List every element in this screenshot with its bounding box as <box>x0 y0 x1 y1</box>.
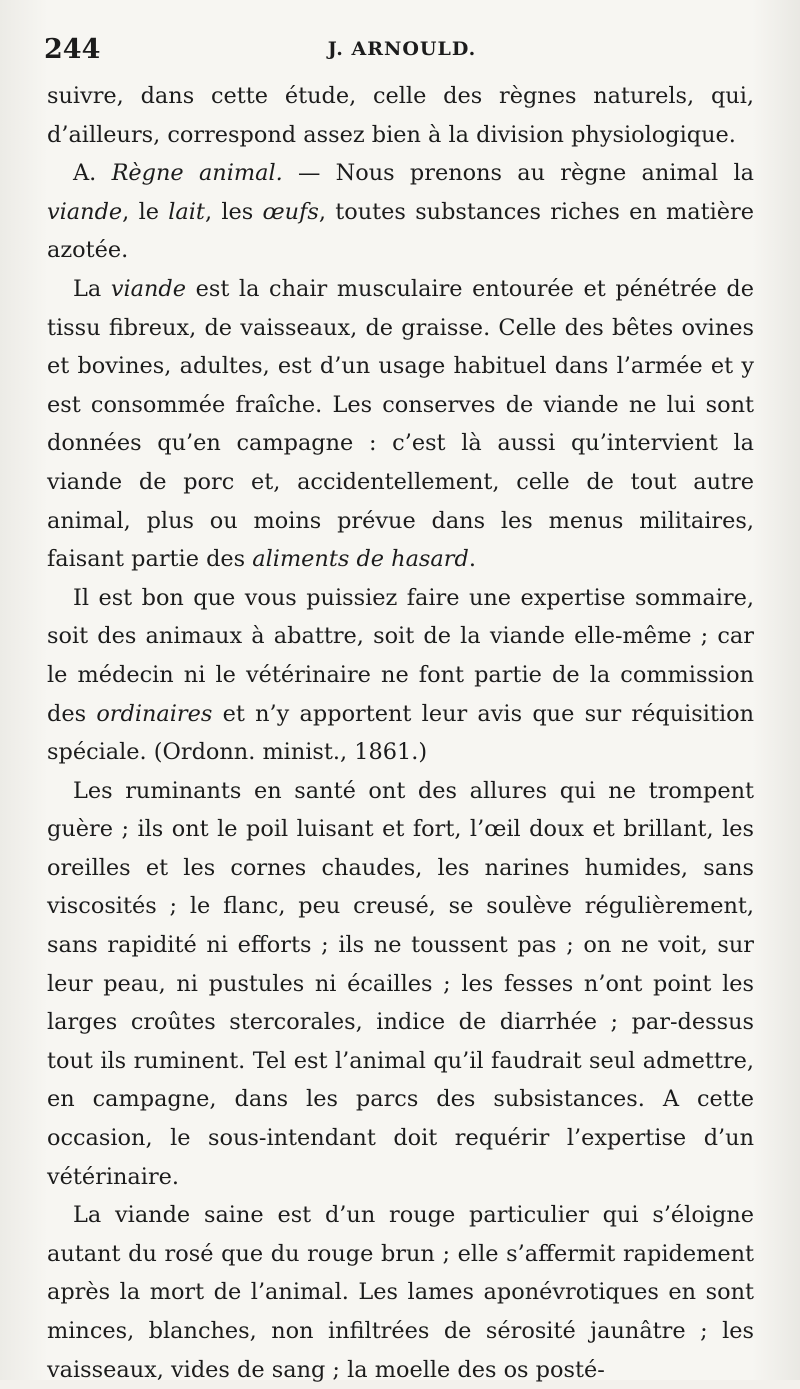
paragraph <box>47 1196 754 1389</box>
running-head: J. ARNOULD. <box>327 38 477 60</box>
text-run: La <box>73 275 111 302</box>
page-number: 244 <box>44 34 101 65</box>
paragraph <box>47 772 754 1197</box>
text-run: Il est bon que vous puissiez faire une expertise sommaire, soit des animaux à abattre, soit de la viande elle-même ; car le médecin ni le vétérinaire ne font partie de la commission des <box>47 584 754 727</box>
paragraph <box>47 270 754 579</box>
italic-text: Règne animal. <box>111 160 283 187</box>
text-run: . <box>468 546 476 573</box>
text-run: suivre, dans cette étude, celle des règnes naturels, qui, d’ailleurs, correspond assez bien à la division physiologique. <box>47 83 754 148</box>
text-run: , toutes substances riches en matière azotée. <box>47 198 754 264</box>
text-run: — Nous prenons au règne animal la <box>282 160 754 187</box>
body-text <box>47 77 754 1389</box>
paragraph <box>47 579 754 772</box>
italic-text: lait <box>168 198 205 225</box>
text-run: La viande saine est d’un rouge particulier qui s’éloigne autant du rosé que du rouge brun ; elle s’affermit rapidement après la mort de l’animal. Les lames aponévrotiques en sont minces, blanches, non infiltrées de sérosité jaunâtre ; les vaisseaux, vides de sang ; la moelle des os posté- <box>47 1202 754 1383</box>
italic-text: œufs <box>262 198 319 225</box>
italic-text: ordinaires <box>96 700 213 727</box>
text-run: , les <box>204 198 263 225</box>
paragraph <box>47 77 754 154</box>
italic-text: viande <box>47 198 123 225</box>
paragraph <box>47 154 754 270</box>
italic-text: aliments de hasard <box>252 546 469 573</box>
italic-text: viande <box>110 275 186 302</box>
text-run: Les ruminants en santé ont des allures qui ne trompent guère ; ils ont le poil luisant et fort, l’œil doux et brillant, les oreilles et les cornes chaudes, les narines humides, sans viscosités ; le flanc, peu creusé, se soulève régulièrement, sans rapidité ni efforts ; ils ne toussent pas ; on ne voit, sur leur peau, ni pustules ni écailles ; les fesses n’ont point les larges croûtes stercorales, indice de diarrhée ; par-dessus tout ils ruminent. Tel est l’animal qu’il faudrait seul admettre, en campagne, dans les parcs des subsistances. A cette occasion, le sous-intendant doit requérir l’expertise d’un vétérinaire. <box>47 777 754 1190</box>
text-run: A. <box>73 160 112 187</box>
text-run: est la chair musculaire entourée et pénétrée de tissu fibreux, de vaisseaux, de graisse. Celle des bêtes ovines et bovines, adultes, est d’un usage habituel dans l’armée et y est consommée fraîche. Les conserves de viande ne lui sont données qu’en campagne : c’est là aussi qu’intervient la viande de porc et, accidentellement, celle de tout autre animal, plus ou moins prévue dans les menus militaires, faisant partie des <box>47 275 755 573</box>
page-header <box>44 34 760 64</box>
text-run: et n’y apportent leur avis que sur réquisition spéciale. (Ordonn. minist., 1861.) <box>47 700 755 766</box>
text-run: , le <box>122 198 169 225</box>
